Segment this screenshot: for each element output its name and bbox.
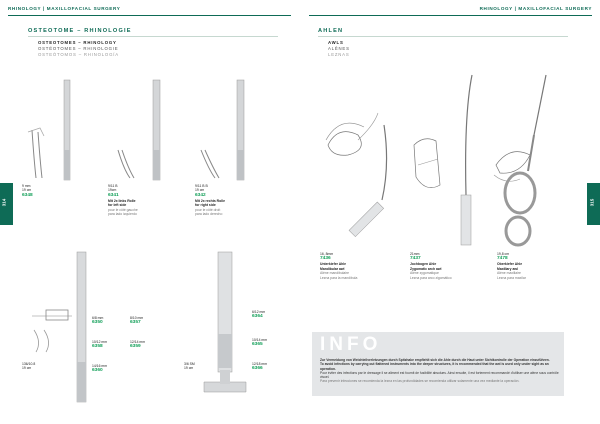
subtitle-es-right: LEZNAS — [328, 52, 350, 57]
item-3-code: 6342 — [195, 192, 206, 198]
header-right: RHINOLOGY | MAXILLOFACIAL SURGERY — [479, 6, 592, 11]
awl-image-1 — [318, 95, 398, 245]
subtitle-en-right: AWLS — [328, 40, 344, 45]
item-1-label: 9 mm 19 cm 6348 — [22, 184, 33, 198]
section-rule-right — [318, 36, 568, 37]
info-title: INFO — [320, 334, 382, 355]
osteotome-image-5 — [200, 252, 250, 410]
item-1-code: 6348 — [22, 192, 33, 198]
item-3-label: 9/11 B B 19 cm 6342 Mit 2x rechts Rolle for right side pour le côté droit para lado derecho — [195, 184, 225, 217]
size-list-mid-1: 6/8 mm 6350 — [92, 316, 104, 326]
awl-2-code: 7437 — [410, 256, 421, 262]
section-title-right: AHLEN — [318, 28, 344, 34]
size-list-mid-2: 8/10 mm 6357 — [130, 316, 144, 326]
item-2-code: 6341 — [108, 192, 119, 198]
item-5-label: 3/6 SM 19 cm — [184, 362, 195, 371]
info-box — [312, 332, 564, 396]
size-list-mid-4: 12/14 mm 6359 — [130, 340, 146, 350]
size-list-right-3: 12/18 mm 6366 — [252, 362, 268, 372]
subtitle-fr-left: OSTÉOTOMES – RHINOLOGIE — [38, 46, 119, 51]
subtitle-en-left: OSTEOTOMES – RHINOLOGY — [38, 40, 117, 45]
size-list-right-1: 6/12 mm 6364 — [252, 310, 266, 320]
size-list-mid-3: 10/12 mm 6358 — [92, 340, 108, 350]
header-rule-right — [309, 15, 592, 16]
subtitle-es-left: OSTEÓTOMOS – RHINOLOGÍA — [38, 52, 119, 57]
awl-3-code: 7478 — [497, 256, 508, 262]
page-tab-left — [0, 183, 13, 225]
osteotome-image-3 — [195, 80, 255, 180]
header-rule-left — [8, 15, 291, 16]
page-tab-right — [587, 183, 600, 225]
section-rule-left — [28, 36, 278, 37]
awl-1-label: 16, 8mm 7436 Unterkiefer Ahle Mandibular awl Alène mandibulaire Lezna para la mandíbula — [320, 252, 358, 280]
subtitle-fr-right: ALÊNES — [328, 46, 350, 51]
info-text: Zur Vermeidung von Weichteilverletzungen durch Spitzhake empfiehlt sich die Ahle durch die Haut unter Sichtkontrolle der Operation einzuführen. To avoid infections by carrying out flattened instruments into the deeper structures, it is recommended that the awl is used only under sight as an operation. Pour éviter des infections par le dressage il se aliment est fournit de fusibilité absolues. Ainsi ensuite, il est fortement recommandé d'utiliser une alène sous contrôle visuel. Para prevenir infecciones se recomienda la lezna en las profundidades se recomienda utilizar solamente una vez mediante la operación. — [320, 358, 559, 384]
osteotome-image-1 — [22, 80, 72, 180]
awl-image-3 — [490, 75, 560, 247]
section-title-left: OSTEOTOME – RHINOLOGIE — [28, 28, 132, 34]
item-4-label: 136/10.8 19 cm — [22, 362, 36, 371]
awl-1-code: 7436 — [320, 256, 331, 262]
awl-3-label: 19,8 cm 7478 Oberkiefer Ahle Maxillary awl Alène maxillaire Lezna para maxilar — [497, 252, 526, 280]
osteotome-image-4 — [22, 252, 112, 410]
awl-2-label: 21mm 7437 Jochbogen Ahle Zygomatic arch awl Alène zygomatique Lezna para arco zigomático — [410, 252, 452, 280]
header-left: RHINOLOGY | MAXILLOFACIAL SURGERY — [8, 6, 121, 11]
osteotome-image-2 — [108, 80, 168, 180]
size-list-mid-5: 14/16 mm 6360 — [92, 364, 108, 374]
page-number-left: 314 — [1, 198, 7, 207]
awl-image-2 — [410, 75, 490, 247]
size-list-right-2: 10/14 mm 6365 — [252, 338, 268, 348]
page-number-right: 315 — [589, 198, 595, 207]
item-2-label: 9/11 B 19cm 6341 Mit 2x links Rolle for left side pour le côté gauche para lado izquierdo — [108, 184, 138, 217]
